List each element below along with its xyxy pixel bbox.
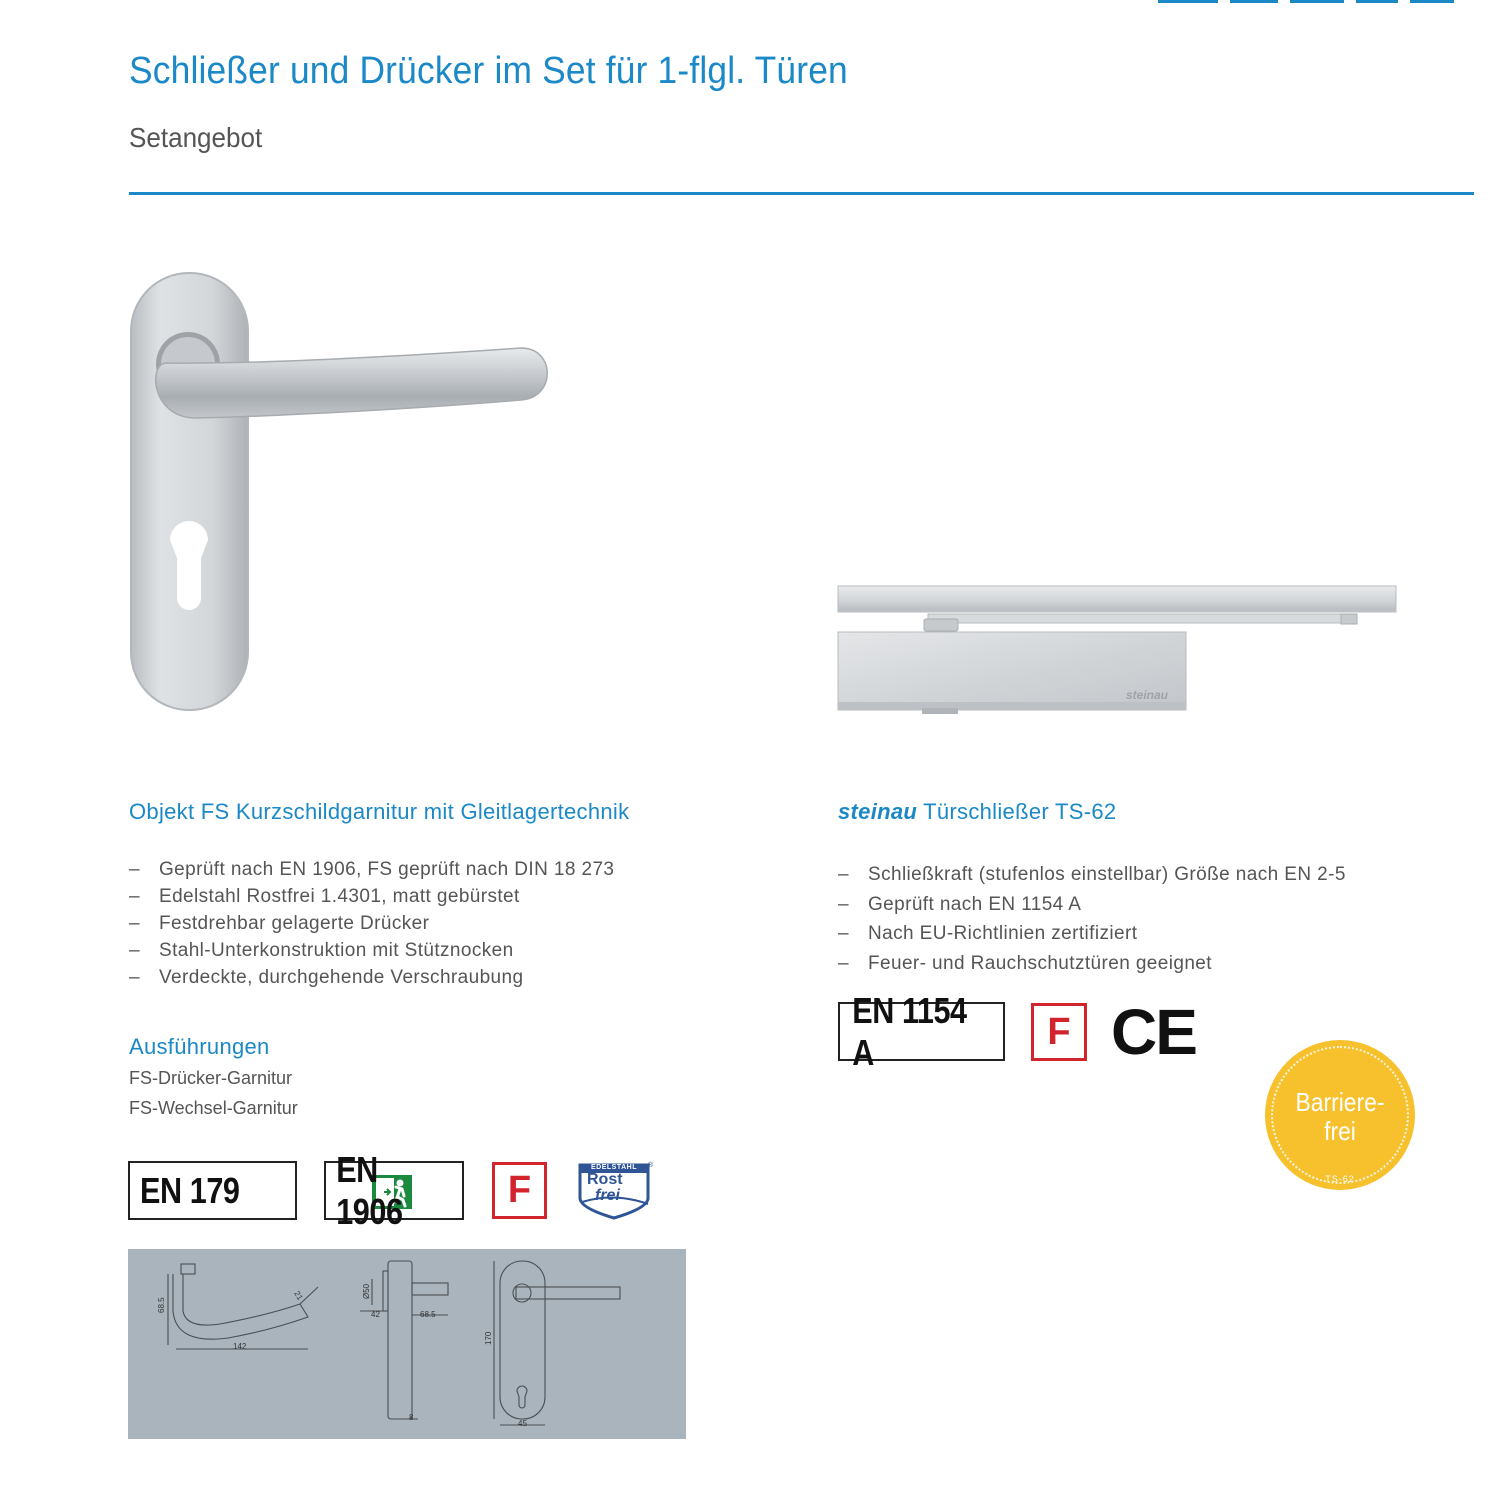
dim-label: Ø50: [362, 1283, 371, 1299]
list-item: FS-Wechsel-Garnitur: [129, 1098, 298, 1118]
list-item: – Edelstahl Rostfrei 1.4301, matt gebürstet: [129, 883, 614, 910]
dim-label: 8: [409, 1413, 414, 1422]
closer-brand-mark: steinau: [1126, 688, 1169, 702]
list-item: – Schließkraft (stufenlos einstellbar) Größe nach EN 2-5: [838, 860, 1346, 890]
left-product-title: Objekt FS Kurzschildgarnitur mit Gleitlagertechnik: [129, 799, 630, 824]
top-accent-bars: [1158, 0, 1454, 4]
badge-line2: frei: [1324, 1116, 1356, 1146]
right-product-title: [838, 799, 1116, 825]
ce-mark-icon: CE: [1111, 996, 1196, 1068]
dim-label: 21: [292, 1289, 305, 1302]
list-item: – Festdrehbar gelagerte Drücker: [129, 910, 614, 937]
list-item: – Verdeckte, durchgehende Verschraubung: [129, 964, 614, 991]
dim-label: 142: [233, 1342, 247, 1351]
left-feature-list: [129, 856, 614, 991]
dim-label: 68.5: [157, 1297, 166, 1313]
fire-protection-cert: F: [1031, 1003, 1087, 1061]
technical-drawing: [128, 1249, 686, 1439]
product-name: Türschließer TS-62: [917, 799, 1117, 824]
en1154-cert-box: [838, 989, 1005, 1073]
page-title: Schließer und Drücker im Set für 1-flgl. Türen: [129, 50, 848, 92]
dim-label: 45: [518, 1419, 527, 1428]
door-closer-image: [836, 584, 1400, 716]
list-item: – Stahl-Unterkonstruktion mit Stütznocken: [129, 937, 614, 964]
header-divider: [129, 192, 1474, 195]
list-item: – Nach EU-Richtlinien zertifiziert: [838, 919, 1346, 949]
list-item: – Geprüft nach EN 1906, FS geprüft nach DIN 18 273: [129, 856, 614, 883]
variants-list: [129, 1063, 298, 1123]
dim-label: 42: [371, 1310, 380, 1319]
badge-text: [1274, 1088, 1406, 1146]
door-handle-image: [126, 268, 558, 714]
list-item: – Geprüft nach EN 1154 A: [838, 890, 1346, 920]
rostfrei-top-text: EDELSTAHL: [591, 1164, 637, 1171]
brand-name: steinau: [838, 799, 918, 824]
rostfrei-line1: Rost: [587, 1171, 623, 1188]
list-item: – Feuer- und Rauchschutztüren geeignet: [838, 949, 1346, 979]
badge-subtext: TS-62: [1325, 1174, 1355, 1184]
rostfrei-logo: EDELSTAHL Rost frei ®: [578, 1162, 656, 1220]
dim-label: 170: [484, 1331, 493, 1345]
variants-title: Ausführungen: [129, 1034, 270, 1059]
en1154-label: EN 1154 A: [852, 989, 967, 1073]
dim-label: 68.5: [420, 1310, 436, 1319]
en1906-label: EN 1906: [336, 1148, 403, 1232]
en179-cert-box: [128, 1161, 297, 1220]
page-subtitle: Setangebot: [129, 122, 263, 153]
badge-line1: Barriere-: [1295, 1087, 1385, 1117]
en179-label: EN 179: [140, 1169, 240, 1211]
fire-protection-cert: F: [492, 1162, 547, 1219]
rostfrei-line2: frei: [595, 1187, 620, 1204]
list-item: FS-Drücker-Garnitur: [129, 1068, 293, 1088]
barrier-free-badge: [1265, 1040, 1415, 1190]
right-feature-list: [838, 860, 1346, 978]
en1906-cert-box: [324, 1148, 464, 1232]
